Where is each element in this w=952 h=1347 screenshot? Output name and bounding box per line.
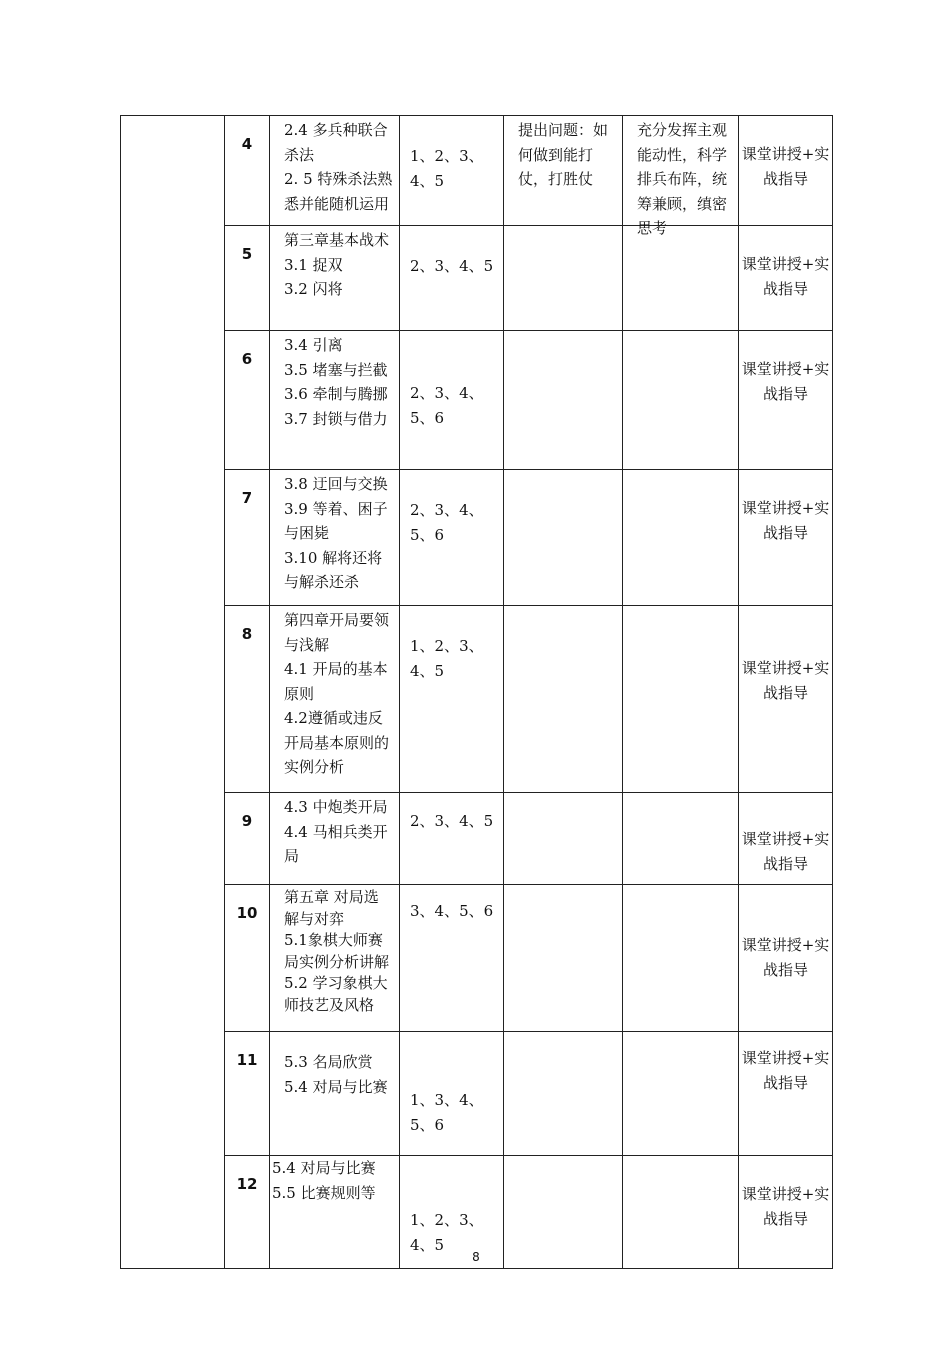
merged-left-cell bbox=[121, 116, 225, 1269]
content-cell: 第三章基本战术 3.1 捉双 3.2 闪将 bbox=[270, 226, 400, 331]
week-cell: 8 bbox=[225, 606, 270, 793]
question-cell bbox=[504, 885, 623, 1032]
content-cell: 5.3 名局欣赏 5.4 对局与比赛 bbox=[270, 1032, 400, 1156]
week-cell: 10 bbox=[225, 885, 270, 1032]
week-cell: 7 bbox=[225, 470, 270, 606]
table-row bbox=[121, 793, 833, 885]
goals-cell: 2、3、4、5 bbox=[400, 793, 504, 885]
goals-cell: 2、3、4、5、6 bbox=[400, 331, 504, 470]
content-cell: 5.4 对局与比赛 5.5 比赛规则等 bbox=[270, 1156, 400, 1269]
week-cell: 5 bbox=[225, 226, 270, 331]
content-cell: 第四章开局要领与浅解 4.1 开局的基本原则 4.2遵循或违反开局基本原则的实例分析 bbox=[270, 606, 400, 793]
method-cell: 课堂讲授+实战指导 bbox=[739, 470, 833, 606]
ideology-cell bbox=[623, 606, 739, 793]
goals-cell: 1、3、4、5、6 bbox=[400, 1032, 504, 1156]
question-cell bbox=[504, 793, 623, 885]
table-row bbox=[121, 116, 833, 226]
question-cell bbox=[504, 470, 623, 606]
goals-cell: 2、3、4、5 bbox=[400, 226, 504, 331]
week-cell: 4 bbox=[225, 116, 270, 226]
ideology-cell bbox=[623, 885, 739, 1032]
table-row bbox=[121, 470, 833, 606]
question-cell bbox=[504, 331, 623, 470]
method-cell: 课堂讲授+实战指导 bbox=[739, 1156, 833, 1269]
method-cell: 课堂讲授+实战指导 bbox=[739, 1032, 833, 1156]
week-cell: 12 bbox=[225, 1156, 270, 1269]
method-cell: 课堂讲授+实战指导 bbox=[739, 331, 833, 470]
ideology-cell bbox=[623, 470, 739, 606]
method-cell: 课堂讲授+实战指导 bbox=[739, 226, 833, 331]
ideology-cell bbox=[623, 226, 739, 331]
goals-cell: 1、2、3、4、5 bbox=[400, 1156, 504, 1269]
week-cell: 11 bbox=[225, 1032, 270, 1156]
question-cell bbox=[504, 1032, 623, 1156]
method-cell: 课堂讲授+实战指导 bbox=[739, 793, 833, 885]
method-cell: 课堂讲授+实战指导 bbox=[739, 606, 833, 793]
question-cell bbox=[504, 226, 623, 331]
week-cell: 6 bbox=[225, 331, 270, 470]
table-row bbox=[121, 885, 833, 1032]
course-schedule-table bbox=[120, 115, 833, 1269]
goals-cell: 3、4、5、6 bbox=[400, 885, 504, 1032]
table-row bbox=[121, 226, 833, 331]
ideology-cell: 充分发挥主观能动性，科学排兵布阵，统筹兼顾，缜密思考 bbox=[623, 116, 739, 226]
question-cell bbox=[504, 606, 623, 793]
week-cell: 9 bbox=[225, 793, 270, 885]
goals-cell: 1、2、3、4、5 bbox=[400, 606, 504, 793]
table-row bbox=[121, 1032, 833, 1156]
question-cell: 提出问题：如何做到能打仗，打胜仗 bbox=[504, 116, 623, 226]
method-cell: 课堂讲授+实战指导 bbox=[739, 885, 833, 1032]
content-cell: 2.4 多兵种联合杀法 2. 5 特殊杀法熟悉并能随机运用 bbox=[270, 116, 400, 226]
ideology-cell bbox=[623, 331, 739, 470]
table-row bbox=[121, 606, 833, 793]
table-row bbox=[121, 331, 833, 470]
content-cell: 3.4 引离 3.5 堵塞与拦截 3.6 牵制与腾挪 3.7 封锁与借力 bbox=[270, 331, 400, 470]
content-cell: 3.8 迂回与交换 3.9 等着、困子与困毙 3.10 解将还将与解杀还杀 bbox=[270, 470, 400, 606]
ideology-cell bbox=[623, 1032, 739, 1156]
page-number: 8 bbox=[472, 1250, 480, 1264]
goals-cell: 2、3、4、5、6 bbox=[400, 470, 504, 606]
goals-cell: 1、2、3、4、5 bbox=[400, 116, 504, 226]
content-cell: 第五章 对局选解与对弈 5.1象棋大师赛局实例分析讲解 5.2 学习象棋大师技艺及风格 bbox=[270, 885, 400, 1032]
ideology-cell bbox=[623, 793, 739, 885]
content-cell: 4.3 中炮类开局 4.4 马相兵类开局 bbox=[270, 793, 400, 885]
method-cell: 课堂讲授+实战指导 bbox=[739, 116, 833, 226]
